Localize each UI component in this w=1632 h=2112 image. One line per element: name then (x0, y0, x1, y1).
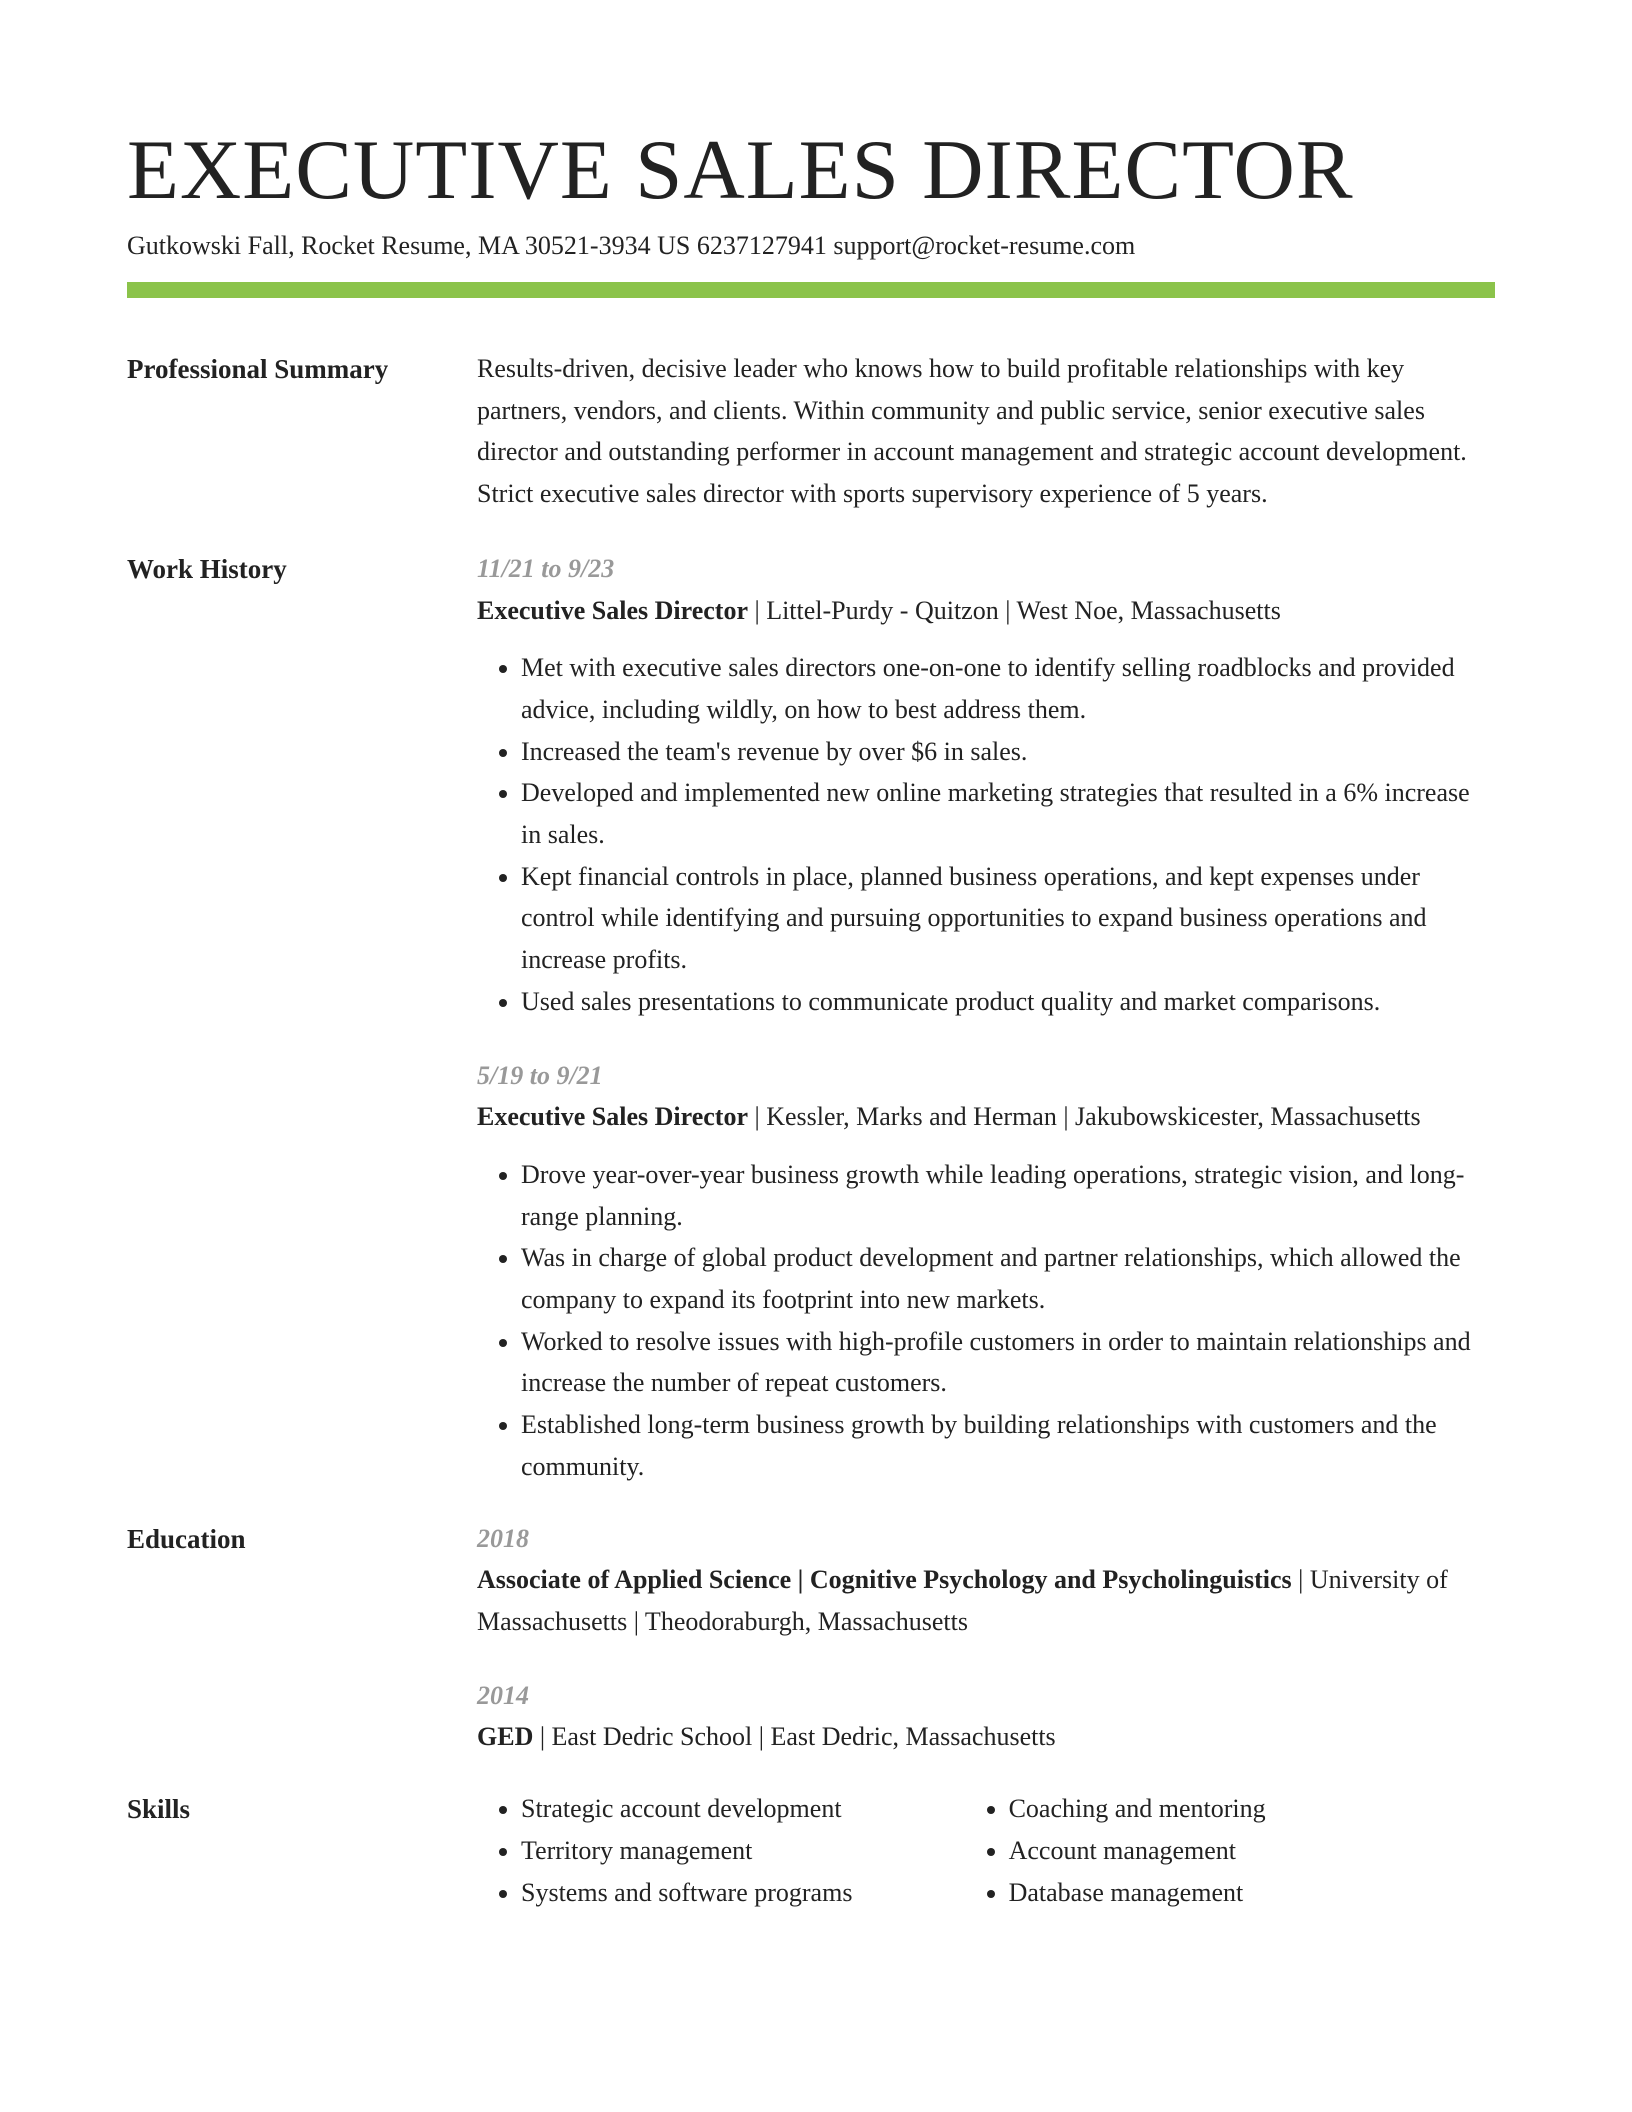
education-section (127, 1518, 1495, 1759)
education-entry (477, 1675, 1495, 1758)
professional-summary-section (127, 348, 1495, 515)
skill-item: • Database management (1009, 1872, 1495, 1914)
list-item: • Was in charge of global product development and partner relationships, which allowed the company to expand its footprint into new markets. (521, 1237, 1495, 1320)
skill-item: • Territory management (521, 1830, 965, 1872)
job-dates: 11/21 to 9/23 (477, 553, 615, 583)
job-details: | Littel-Purdy - Quitzon | West Noe, Massachusetts (748, 595, 1281, 625)
job-bullets (477, 1154, 1495, 1488)
skills-section (127, 1788, 1495, 1913)
job-dates: 5/19 to 9/21 (477, 1060, 603, 1090)
education-details (477, 1559, 1495, 1642)
list-item: • Developed and implemented new online marketing strategies that resulted in a 6% increase in sales. (521, 772, 1495, 855)
work-history-section (127, 548, 1495, 1488)
job-entry (477, 1055, 1495, 1488)
skill-item: • Account management (1009, 1830, 1495, 1872)
list-item: • Met with executive sales directors one-on-one to identify selling roadblocks and provided advice, including wildly, on how to best address them. (521, 647, 1495, 730)
skill-item: • Strategic account development (521, 1788, 965, 1830)
contact-line: Gutkowski Fall, Rocket Resume, MA 30521-3934 US 6237127941 support@rocket-resume.com (127, 231, 1136, 260)
skill-item: • Coaching and mentoring (1009, 1788, 1495, 1830)
section-heading: Education (127, 1523, 246, 1554)
education-entry (477, 1518, 1495, 1643)
list-item: • Worked to resolve issues with high-profile customers in order to maintain relationships and increase the number of repeat customers. (521, 1321, 1495, 1404)
skills-column (965, 1788, 1495, 1913)
section-heading: Skills (127, 1794, 191, 1825)
job-entry (477, 548, 1495, 1023)
section-heading: Professional Summary (127, 354, 389, 384)
school-details: | East Dedric School | East Dedric, Massachusetts (533, 1722, 1056, 1752)
list-item: • Drove year-over-year business growth while leading operations, strategic vision, and long-range planning. (521, 1154, 1495, 1237)
summary-text: Results-driven, decisive leader who knows how to build profitable relationships with key partners, vendors, and clients. Within community and public service, senior executive sales director and outstanding performer in account management and strategic account development. Strict executive sales director with sports supervisory experience of 5 years. (477, 354, 1467, 509)
job-title: Executive Sales Director (477, 1102, 748, 1132)
list-item: • Used sales presentations to communicate product quality and market comparisons. (521, 981, 1495, 1023)
skill-item: • Systems and software programs (521, 1872, 965, 1914)
school-details: | University of Massachusetts | Theodoraburgh, Massachusetts (477, 1565, 1448, 1636)
skills-column (477, 1788, 965, 1913)
job-role (477, 590, 1495, 632)
list-item: • Kept financial controls in place, planned business operations, and kept expenses under control while identifying and pursuing opportunities to expand business operations and increase profits. (521, 856, 1495, 981)
degree: Associate of Applied Science | Cognitive Psychology and Psycholinguistics (477, 1565, 1292, 1595)
education-details (477, 1716, 1495, 1758)
education-year: 2018 (477, 1523, 529, 1553)
job-role (477, 1096, 1495, 1138)
job-bullets (477, 647, 1495, 1022)
skills-grid (477, 1788, 1495, 1913)
degree: GED (477, 1722, 534, 1752)
list-item: • Increased the team's revenue by over $6 in sales. (521, 731, 1495, 773)
list-item: • Established long-term business growth by building relationships with customers and the community. (521, 1404, 1495, 1487)
education-year: 2014 (477, 1680, 529, 1710)
resume-title: EXECUTIVE SALES DIRECTOR (127, 123, 1354, 217)
job-details: | Kessler, Marks and Herman | Jakubowskicester, Massachusetts (748, 1102, 1421, 1132)
header-divider (127, 282, 1495, 298)
resume-page (127, 120, 1495, 1913)
section-heading: Work History (127, 553, 287, 584)
job-title: Executive Sales Director (477, 595, 748, 625)
